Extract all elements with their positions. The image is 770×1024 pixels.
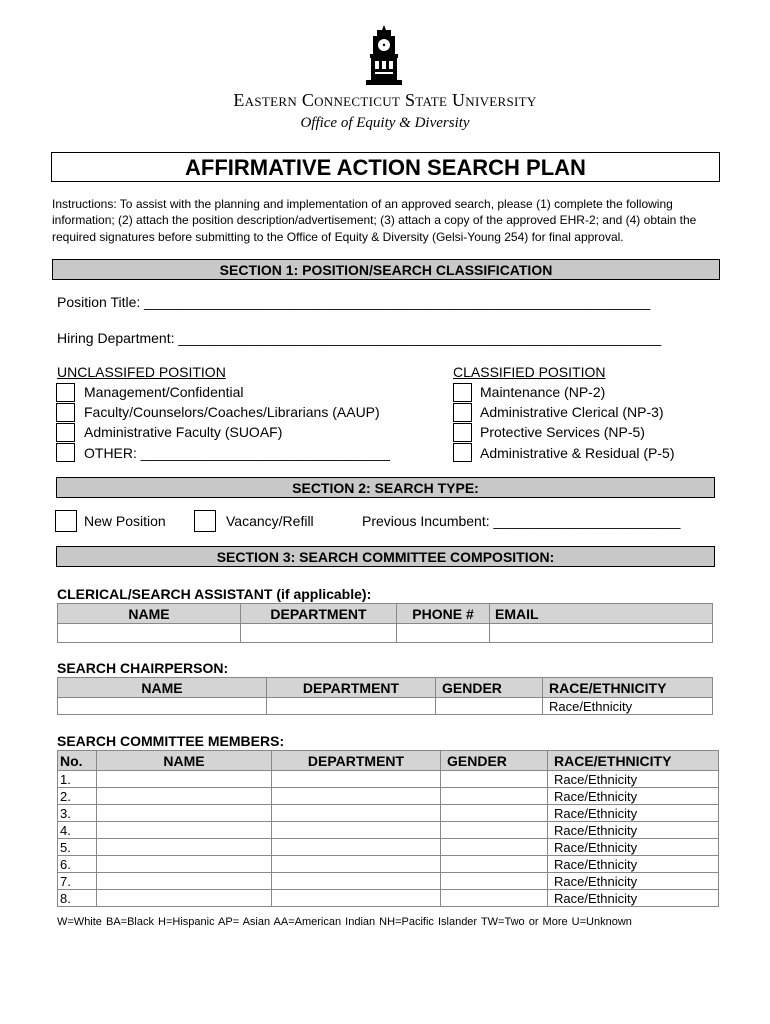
column-header: NAME — [58, 604, 241, 624]
table-header-row — [58, 751, 719, 771]
race-ethnicity-dropdown[interactable]: Race/Ethnicity — [548, 856, 719, 873]
race-ethnicity-dropdown[interactable]: Race/Ethnicity — [548, 805, 719, 822]
table-cell[interactable] — [436, 698, 543, 715]
instructions: Instructions: To assist with the planning and implementation of an approved search, please (1) complete the following information; (2) attach the position description/advertisement; (3) attach a copy of the approved EHR-2; and (4) obtain the required signatures before submitting to the Office of Equity & Diversity (Gelsi-Young 254) for final approval. — [52, 197, 697, 244]
admin-faculty-label: Administrative Faculty (SUOAF) — [84, 424, 283, 440]
table-cell[interactable] — [441, 873, 548, 890]
row-number: 7. — [58, 873, 97, 890]
race-ethnicity-dropdown[interactable]: Race/Ethnicity — [548, 890, 719, 907]
race-legend: W=White BA=Black H=Hispanic AP= Asian AA=American Indian NH=Pacific Islander TW=Two or More U=Unknown — [57, 916, 632, 928]
other-checkbox[interactable] — [56, 443, 75, 462]
table-cell[interactable] — [58, 698, 267, 715]
table-cell[interactable] — [441, 822, 548, 839]
column-header: RACE/ETHNICITY — [548, 751, 719, 771]
race-ethnicity-dropdown[interactable]: Race/Ethnicity — [548, 822, 719, 839]
clerical-table — [57, 603, 713, 643]
table-cell[interactable] — [97, 890, 272, 907]
table-cell[interactable] — [97, 771, 272, 788]
table-cell[interactable] — [272, 873, 441, 890]
table-cell[interactable] — [97, 788, 272, 805]
table-row[interactable] — [58, 771, 719, 788]
faculty-aaup-checkbox[interactable] — [56, 403, 75, 422]
row-number: 2. — [58, 788, 97, 805]
table-row[interactable] — [58, 890, 719, 907]
table-cell[interactable] — [441, 788, 548, 805]
table-cell[interactable] — [241, 624, 397, 643]
race-ethnicity-dropdown[interactable]: Race/Ethnicity — [548, 788, 719, 805]
column-header: EMAIL — [490, 604, 713, 624]
row-number: 6. — [58, 856, 97, 873]
table-row[interactable] — [58, 856, 719, 873]
table-cell[interactable] — [441, 771, 548, 788]
table-cell[interactable] — [267, 698, 436, 715]
table-cell[interactable] — [97, 856, 272, 873]
table-cell[interactable] — [58, 624, 241, 643]
table-cell[interactable] — [272, 805, 441, 822]
race-ethnicity-dropdown[interactable]: Race/Ethnicity — [548, 839, 719, 856]
admin-faculty-checkbox[interactable] — [56, 423, 75, 442]
column-header: RACE/ETHNICITY — [543, 678, 713, 698]
university-name: Eastern Connecticut State University — [233, 90, 537, 110]
table-cell[interactable] — [97, 822, 272, 839]
row-number: 1. — [58, 771, 97, 788]
table-cell[interactable] — [272, 890, 441, 907]
table-cell[interactable] — [441, 805, 548, 822]
admin-clerical-label: Administrative Clerical (NP-3) — [480, 404, 664, 420]
maintenance-checkbox[interactable] — [453, 383, 472, 402]
maintenance-label: Maintenance (NP-2) — [480, 384, 606, 400]
table-cell[interactable] — [272, 822, 441, 839]
table-row[interactable] — [58, 624, 713, 643]
management-confidential-checkbox[interactable] — [56, 383, 75, 402]
row-number: 3. — [58, 805, 97, 822]
table-cell[interactable] — [490, 624, 713, 643]
classified-heading: CLASSIFIED POSITION — [453, 364, 606, 380]
management-confidential-label: Management/Confidential — [84, 384, 244, 400]
row-number: 5. — [58, 839, 97, 856]
section1-header: SECTION 1: POSITION/SEARCH CLASSIFICATION — [52, 259, 720, 280]
table-row[interactable] — [58, 822, 719, 839]
new-position-label: New Position — [84, 513, 166, 529]
table-header-row — [58, 678, 713, 698]
table-cell[interactable] — [97, 805, 272, 822]
table-row[interactable] — [58, 839, 719, 856]
race-ethnicity-dropdown[interactable]: Race/Ethnicity — [543, 698, 713, 715]
table-cell[interactable] — [272, 856, 441, 873]
table-cell[interactable] — [272, 788, 441, 805]
members-table — [57, 750, 719, 907]
office-name: Office of Equity & Diversity — [300, 115, 470, 131]
row-number: 4. — [58, 822, 97, 839]
race-ethnicity-dropdown[interactable]: Race/Ethnicity — [548, 771, 719, 788]
table-cell[interactable] — [397, 624, 490, 643]
page-title: AFFIRMATIVE ACTION SEARCH PLAN — [51, 152, 720, 182]
table-cell[interactable] — [97, 839, 272, 856]
table-cell[interactable] — [441, 839, 548, 856]
column-header: GENDER — [441, 751, 548, 771]
protective-services-label: Protective Services (NP-5) — [480, 424, 645, 440]
table-row[interactable] — [58, 805, 719, 822]
table-cell[interactable] — [441, 890, 548, 907]
new-position-checkbox[interactable] — [55, 510, 77, 532]
table-cell[interactable] — [272, 839, 441, 856]
position-title-field[interactable]: Position Title: _________________________________________________________________ — [57, 294, 651, 310]
chair-table — [57, 677, 713, 715]
clock-tower-icon — [362, 24, 406, 86]
admin-clerical-checkbox[interactable] — [453, 403, 472, 422]
column-header: No. — [58, 751, 97, 771]
members-label: SEARCH COMMITTEE MEMBERS: — [57, 733, 285, 749]
section3-header: SECTION 3: SEARCH COMMITTEE COMPOSITION: — [56, 546, 715, 567]
table-row[interactable] — [58, 788, 719, 805]
vacancy-refill-label: Vacancy/Refill — [226, 513, 314, 529]
column-header: DEPARTMENT — [267, 678, 436, 698]
admin-residual-checkbox[interactable] — [453, 443, 472, 462]
other-label[interactable]: OTHER: ________________________________ — [84, 445, 390, 461]
unclassified-heading: UNCLASSIFED POSITION — [57, 364, 226, 380]
faculty-aaup-label: Faculty/Counselors/Coaches/Librarians (AAUP) — [84, 404, 380, 420]
column-header: NAME — [58, 678, 267, 698]
table-cell[interactable] — [441, 856, 548, 873]
table-cell[interactable] — [272, 771, 441, 788]
column-header: DEPARTMENT — [272, 751, 441, 771]
row-number: 8. — [58, 890, 97, 907]
admin-residual-label: Administrative & Residual (P-5) — [480, 445, 675, 461]
protective-services-checkbox[interactable] — [453, 423, 472, 442]
hiring-department-field[interactable]: Hiring Department: ______________________________________________________________ — [57, 330, 662, 346]
column-header: DEPARTMENT — [241, 604, 397, 624]
column-header: NAME — [97, 751, 272, 771]
table-cell[interactable] — [97, 873, 272, 890]
table-row[interactable] — [58, 698, 713, 715]
previous-incumbent-field[interactable]: Previous Incumbent: ________________________ — [362, 513, 681, 529]
table-row[interactable] — [58, 873, 719, 890]
clerical-label: CLERICAL/SEARCH ASSISTANT (if applicable): — [57, 586, 372, 602]
column-header: GENDER — [436, 678, 543, 698]
vacancy-refill-checkbox[interactable] — [194, 510, 216, 532]
table-header-row — [58, 604, 713, 624]
section2-header: SECTION 2: SEARCH TYPE: — [56, 477, 715, 498]
column-header: PHONE # — [397, 604, 490, 624]
race-ethnicity-dropdown[interactable]: Race/Ethnicity — [548, 873, 719, 890]
chair-label: SEARCH CHAIRPERSON: — [57, 660, 229, 676]
